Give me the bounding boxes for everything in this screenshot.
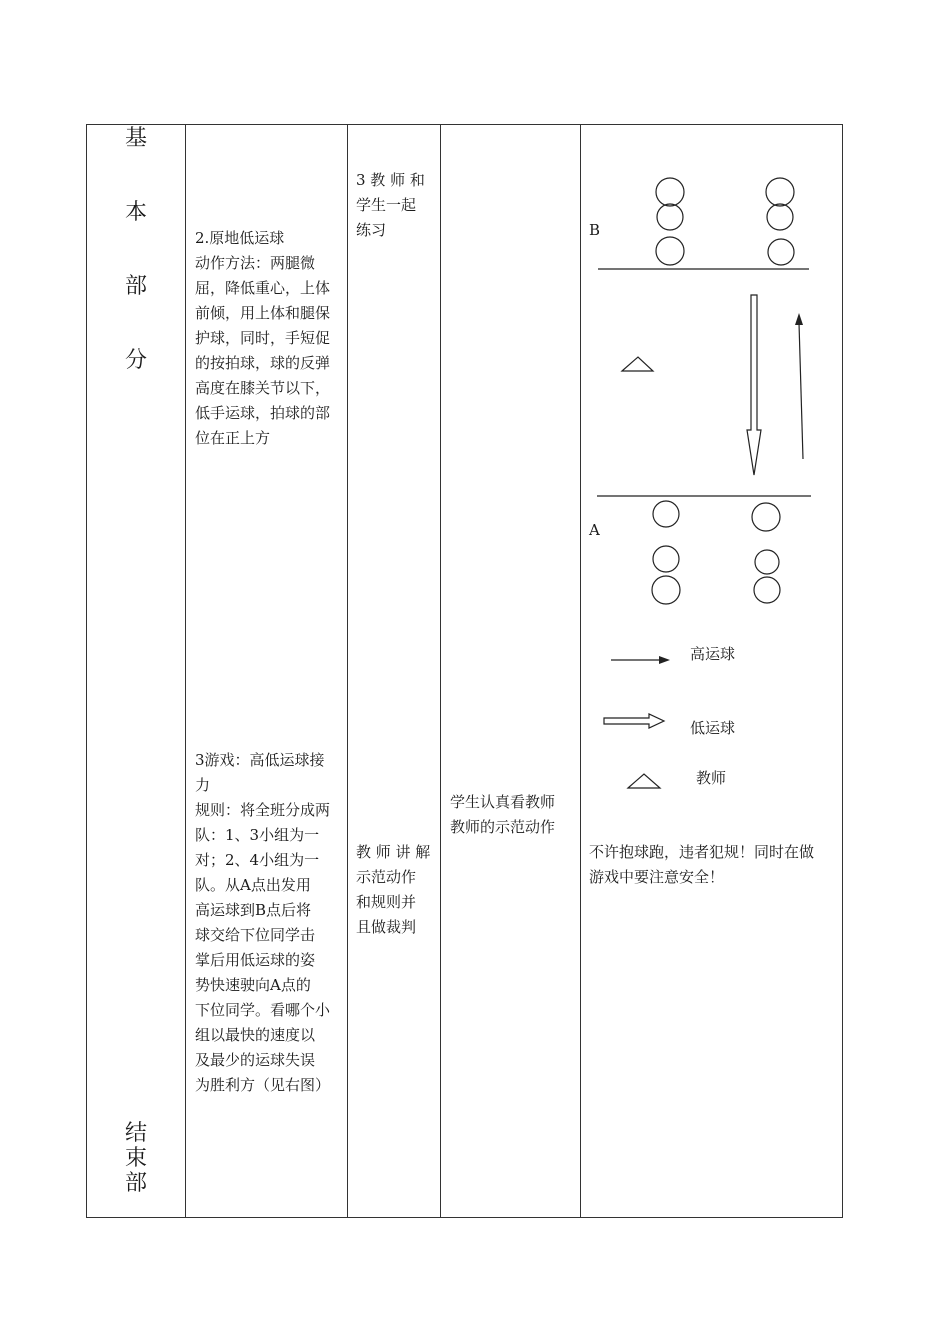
teacher-practice-text bbox=[356, 168, 434, 243]
text-line: 组以最快的速度以 bbox=[195, 1026, 316, 1044]
legend-teacher-label: 教师 bbox=[696, 769, 727, 787]
text-line: 和规则并 bbox=[356, 893, 417, 911]
text-line: 位在正上方 bbox=[195, 429, 271, 447]
legend-low-arrow-icon bbox=[604, 714, 664, 728]
student-circle bbox=[653, 501, 679, 527]
relay-game-description bbox=[195, 748, 341, 1098]
text-line: 学生一起 bbox=[356, 196, 417, 214]
text-line: 前倾，用上体和腿保 bbox=[195, 304, 331, 322]
text-line: 3 教 师 和 bbox=[356, 171, 425, 189]
legend-low-label: 低运球 bbox=[690, 719, 736, 737]
text-line: 且做裁判 bbox=[356, 918, 417, 936]
section-main-char: 分 bbox=[124, 348, 147, 373]
text-line: 2.原地低运球 bbox=[195, 229, 285, 247]
section-main-char: 基 bbox=[124, 126, 147, 151]
text-line: 动作方法：两腿微 bbox=[195, 254, 316, 272]
point-b-label: B bbox=[589, 221, 601, 239]
text-line: 示范动作 bbox=[356, 868, 417, 886]
teacher-explain-text bbox=[356, 840, 434, 940]
section-end-char: 束 bbox=[124, 1146, 147, 1171]
text-line: 为胜利方（见右图） bbox=[195, 1076, 331, 1094]
text-line: 低手运球，拍球的部 bbox=[195, 404, 331, 422]
text-line: 掌后用低运球的姿 bbox=[195, 951, 316, 969]
text-line: 球交给下位同学击 bbox=[195, 926, 316, 944]
teacher-triangle-icon bbox=[622, 357, 653, 371]
student-activity-text bbox=[450, 790, 575, 840]
student-circle bbox=[657, 204, 683, 230]
student-circle bbox=[767, 204, 793, 230]
column-divider bbox=[185, 124, 186, 1218]
text-line: 教 师 讲 解 bbox=[356, 843, 431, 861]
student-circle bbox=[755, 550, 779, 574]
student-circle bbox=[652, 576, 680, 604]
student-circle bbox=[754, 577, 780, 603]
text-line: 下位同学。看哪个小 bbox=[195, 1001, 331, 1019]
text-line: 不许抱球跑，违者犯规！同时在做 bbox=[589, 843, 815, 861]
text-line: 护球，同时，手短促 bbox=[195, 329, 331, 347]
section-main-char: 部 bbox=[124, 274, 147, 299]
text-line: 及最少的运球失误 bbox=[195, 1051, 316, 1069]
section-end-char: 结 bbox=[124, 1121, 147, 1146]
text-line: 队。从A点出发用 bbox=[195, 876, 311, 894]
student-circle bbox=[768, 239, 794, 265]
student-circle bbox=[653, 546, 679, 572]
text-line: 规则：将全班分成两 bbox=[195, 801, 331, 819]
point-a-label: A bbox=[589, 521, 600, 539]
text-line: 的按拍球，球的反弹 bbox=[195, 354, 331, 372]
text-line: 队：1、3小组为一 bbox=[195, 826, 320, 844]
high-dribble-arrow-line bbox=[799, 323, 803, 459]
column-divider bbox=[347, 124, 348, 1218]
text-line: 高运球到B点后将 bbox=[195, 901, 312, 919]
low-dribble-arrow-icon bbox=[747, 295, 761, 475]
relay-diagram bbox=[581, 125, 841, 1215]
safety-note bbox=[589, 840, 841, 890]
student-circle bbox=[656, 237, 684, 265]
text-line: 游戏中要注意安全！ bbox=[589, 868, 725, 886]
student-circle bbox=[752, 503, 780, 531]
legend-teacher-triangle-icon bbox=[628, 774, 660, 788]
text-line: 屈，降低重心，上体 bbox=[195, 279, 331, 297]
column-divider bbox=[440, 124, 441, 1218]
section-main-char: 本 bbox=[124, 200, 147, 225]
legend-high-arrow-icon bbox=[659, 656, 670, 664]
text-line: 对；2、4小组为一 bbox=[195, 851, 320, 869]
legend-high-label: 高运球 bbox=[690, 645, 736, 663]
text-line: 高度在膝关节以下， bbox=[195, 379, 331, 397]
section-end-char: 部 bbox=[124, 1171, 147, 1196]
text-line: 3游戏：高低运球接 bbox=[195, 751, 325, 769]
text-line: 练习 bbox=[356, 221, 387, 239]
high-dribble-arrow-icon bbox=[795, 313, 803, 325]
text-line: 力 bbox=[195, 776, 211, 794]
text-line: 势快速驶向A点的 bbox=[195, 976, 311, 994]
student-circle bbox=[656, 178, 684, 206]
student-circle bbox=[766, 178, 794, 206]
text-line: 学生认真看教师 bbox=[450, 793, 556, 811]
text-line: 教师的示范动作 bbox=[450, 818, 556, 836]
low-dribble-description bbox=[195, 226, 341, 451]
